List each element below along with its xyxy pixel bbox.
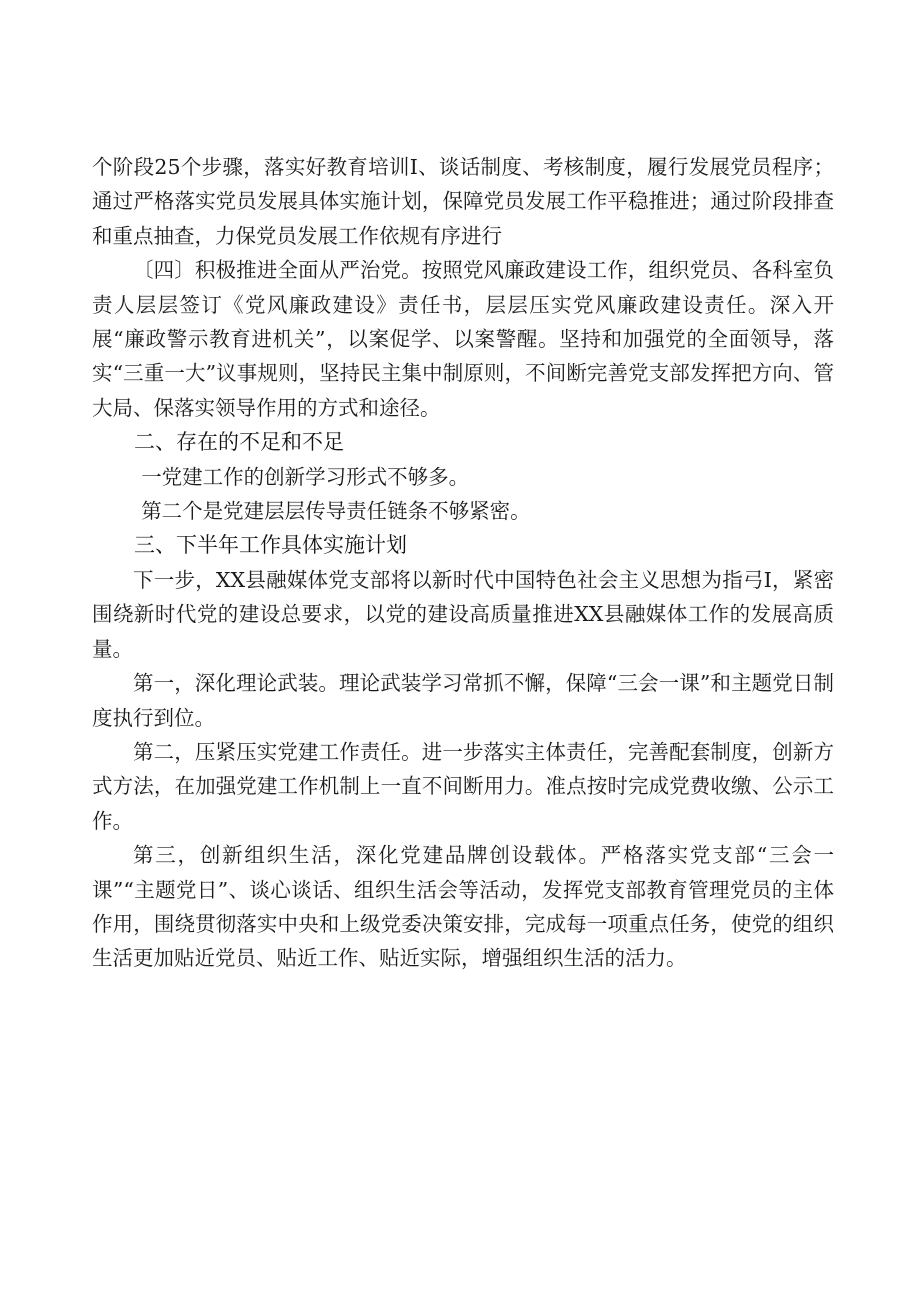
heading-work-plan: 三、下半年工作具体实施计划 xyxy=(134,533,407,558)
paragraph-section-four: 〔四〕积极推进全面从严治党。按照党风廉政建设工作，组织党员、各科室负责人层层签订《党风廉政建设》责任书，层层压实党风廉政建设责任。深入开展“廉政警示教育进机关”，以案促学、以案警醒。坚持和加强党的全面领导，落实“三重一大”议事规则，坚持民主集中制原则，不间断完善党支部发挥把方向、管大局、保落实领导作用的方式和途径。 xyxy=(92,258,834,420)
paragraph-plan-intro: 下一步，XX县融媒体党支部将以新时代中国特色社会主义思想为指弓I，紧密围绕新时代党的建设总要求，以党的建设高质量推进XX县融媒体工作的发展高质量。 xyxy=(92,567,834,661)
paragraph-plan-first: 第一，深化理论武装。理论武装学习常抓不懈，保障“三会一课”和主题党日制度执行到位。 xyxy=(92,671,834,730)
paragraph-continuation: 个阶段25个步骤，落实好教育培训I、谈话制度、考核制度，履行发展党员程序；通过严格落实党员发展具体实施计划，保障党员发展工作平稳推进；通过阶段排查和重点抽查，力保党员发展工作依规有序进行 xyxy=(92,155,834,248)
shortcoming-item-one: 一党建工作的创新学习形式不够多。 xyxy=(141,464,470,489)
document-page xyxy=(92,150,834,976)
heading-shortcomings: 二、存在的不足和不足 xyxy=(134,430,344,455)
paragraph-plan-second: 第二，压紧压实党建工作责任。进一步落实主体责任，完善配套制度，创新方式方法，在加强党建工作机制上一直不间断用力。准点按时完成党费收缴、公示工作。 xyxy=(92,739,834,833)
shortcoming-item-two: 第二个是党建层层传导责任链条不够紧密。 xyxy=(141,499,531,524)
paragraph-plan-third: 第三，创新组织生活，深化党建品牌创设载体。严格落实党支部“三会一课”“主题党日”、谈心谈话、组织生活会等活动，发挥党支部教育管理党员的主体作用，围绕贯彻落实中央和上级党委决策安排，完成每一项重点任务，使党的组织生活更加贴近党员、贴近工作、贴近实际，增强组织生活的活力。 xyxy=(92,843,834,971)
